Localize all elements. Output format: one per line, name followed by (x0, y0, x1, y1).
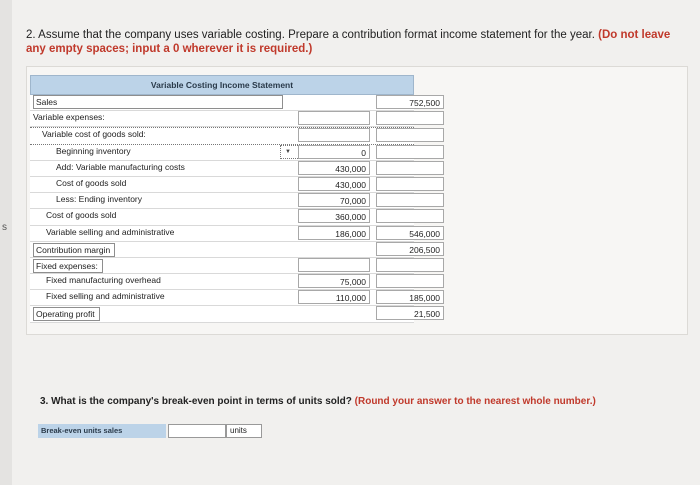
table-row (30, 127, 414, 144)
statement-title: Variable Costing Income Statement (30, 75, 414, 95)
row-label-variable-selling-admin[interactable]: Variable selling and administrative (46, 226, 175, 237)
page-edge (0, 0, 12, 485)
row-label-cost-of-goods-sold[interactable]: Cost of goods sold (56, 177, 127, 188)
row-label-add-variable-mfg-costs[interactable]: Add: Variable manufacturing costs (56, 161, 185, 172)
question-2 (26, 28, 686, 56)
ending-inventory-input[interactable]: 70,000 (298, 193, 370, 207)
table-row (30, 306, 440, 322)
beginning-inventory-col2[interactable] (376, 145, 444, 159)
variable-expenses-col1[interactable] (298, 111, 370, 125)
table-row (30, 274, 414, 290)
question-2-text: 2. Assume that the company uses variable costing. Prepare a contribution format income statement for the year. (26, 29, 595, 41)
variable-mfg-costs-col2[interactable] (376, 161, 444, 175)
question-3 (40, 396, 596, 407)
cogs-total-col2[interactable] (376, 209, 444, 223)
variable-cogs-col1[interactable] (298, 128, 370, 142)
total-variable-expenses-input[interactable]: 546,000 (376, 226, 444, 240)
table-row (30, 177, 414, 193)
cogs-available-input[interactable]: 430,000 (298, 177, 370, 191)
table-row (30, 193, 414, 209)
row-label-beginning-inventory[interactable]: Beginning inventory (56, 145, 131, 156)
cogs-available-col2[interactable] (376, 177, 444, 191)
table-row (30, 95, 440, 111)
table-row (30, 145, 414, 161)
row-label-sales[interactable]: Sales (33, 95, 283, 109)
table-row (30, 161, 414, 177)
table-row (30, 258, 414, 274)
variable-selling-admin-input[interactable]: 186,000 (298, 226, 370, 240)
variable-mfg-costs-input[interactable]: 430,000 (298, 161, 370, 175)
row-label-fixed-selling-admin[interactable]: Fixed selling and administrative (46, 291, 165, 302)
row-label-fixed-mfg-overhead[interactable]: Fixed manufacturing overhead (46, 275, 161, 286)
breakeven-label: Break-even units sales (38, 424, 166, 438)
row-label-contribution-margin[interactable]: Contribution margin (33, 243, 115, 257)
table-row (30, 111, 414, 127)
fixed-expenses-col1[interactable] (298, 258, 370, 272)
fixed-expenses-col2[interactable] (376, 258, 444, 272)
fixed-mfg-overhead-col2[interactable] (376, 274, 444, 288)
question-2-instruction: (Do not leave any empty spaces; input a 0 wherever it is required.) (26, 29, 671, 55)
row-label-variable-cogs[interactable]: Variable cost of goods sold: (42, 129, 146, 140)
table-row (30, 242, 440, 258)
sales-total-input[interactable]: 752,500 (376, 95, 444, 109)
row-label-variable-expenses: Variable expenses: (33, 112, 105, 123)
ending-inventory-col2[interactable] (376, 193, 444, 207)
row-label-less-ending-inventory[interactable]: Less: Ending inventory (56, 194, 142, 205)
question-3-text: 3. What is the company's break-even point in terms of units sold? (40, 396, 352, 407)
row-label-fixed-expenses[interactable]: Fixed expenses: (33, 259, 103, 273)
table-row (30, 290, 440, 306)
contribution-margin-input[interactable]: 206,500 (376, 242, 444, 256)
breakeven-units-input[interactable] (168, 424, 226, 438)
table-row (30, 226, 440, 242)
variable-expenses-col2[interactable] (376, 111, 444, 125)
fixed-selling-admin-input[interactable]: 110,000 (298, 290, 370, 304)
cogs-total-input[interactable]: 360,000 (298, 209, 370, 223)
fixed-mfg-overhead-input[interactable]: 75,000 (298, 274, 370, 288)
variable-cogs-col2[interactable] (376, 128, 444, 142)
question-3-instruction: (Round your answer to the nearest whole number.) (354, 396, 596, 407)
beginning-inventory-input[interactable]: 0 (298, 145, 370, 159)
row-label-cost-of-goods-sold-total[interactable]: Cost of goods sold (46, 210, 117, 221)
breakeven-units-label: units (226, 424, 262, 438)
operating-profit-input[interactable]: 21,500 (376, 306, 444, 320)
total-fixed-expenses-input[interactable]: 185,000 (376, 290, 444, 304)
income-statement-table (30, 75, 440, 323)
row-label-operating-profit[interactable]: Operating profit (33, 307, 100, 321)
table-row (30, 209, 414, 225)
margin-mark: s (2, 222, 7, 233)
chevron-down-icon[interactable]: ▼ (285, 148, 291, 155)
